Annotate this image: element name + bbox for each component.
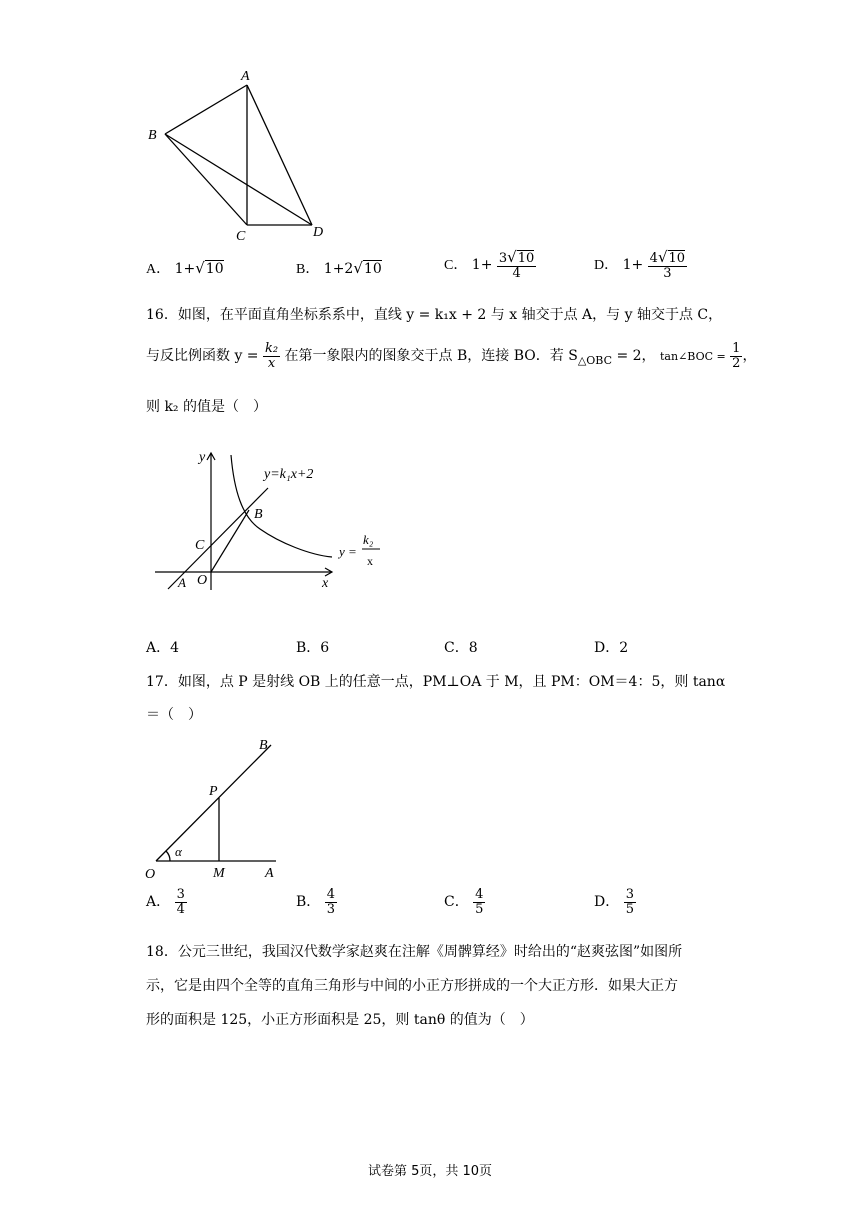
q16-label-a: A bbox=[178, 575, 186, 590]
q17-label-p: P bbox=[209, 784, 218, 799]
q16-label-b: B bbox=[254, 507, 263, 522]
q16-stem-line2: 与反比例函数 y = $\frac{\text{k₂}}{x}$ 在第一象限内的图象交于点 B，连接 BO．若 $S_{\triangle OBC} = 2$， tan∠BOC = $\frac{1}{2}$ ， bbox=[146, 341, 757, 371]
q16-label-y: y bbox=[199, 450, 206, 465]
q17-label-m: M bbox=[213, 866, 225, 881]
q15-option-c: C． 1+ $\frac{3√10}{4}$ bbox=[444, 248, 535, 281]
q16-curve-label: y = bbox=[339, 544, 357, 559]
q17-option-a: A． $\frac{3}{4}$ bbox=[146, 887, 185, 917]
q17-figure bbox=[140, 735, 290, 883]
q16-stem-line3: 则 k₂ 的值是（ ） bbox=[146, 399, 267, 415]
q16-figure bbox=[150, 445, 395, 595]
q16-option-b: B．6 bbox=[296, 640, 330, 656]
q16-option-d: D．2 bbox=[594, 640, 629, 656]
q18-stem-line1: 18．公元三世纪，我国汉代数学家赵爽在注解《周髀算经》时给出的“赵爽弦图”如图所 bbox=[146, 944, 683, 960]
page-footer: 试卷第 5页，共 10页 bbox=[367, 1164, 493, 1179]
q17-label-o: O bbox=[145, 867, 156, 882]
q15-label-c: C bbox=[236, 229, 246, 244]
q16-label-c: C bbox=[195, 538, 205, 553]
q17-option-c: C． $\frac{4}{5}$ bbox=[444, 887, 484, 917]
q15-option-d: D． 1+ $\frac{4√10}{3}$ bbox=[594, 248, 686, 281]
q17-label-alpha: α bbox=[175, 844, 182, 859]
q17-label-a: A bbox=[265, 866, 274, 881]
q18-stem-line3: 形的面积是 125，小正方形面积是 25，则 tanθ 的值为（ ） bbox=[146, 1012, 534, 1028]
q17-stem-line1: 17．如图，点 P 是射线 OB 上的任意一点，PM⊥OA 于 M，且 PM：OM＝4：5，则 tanα bbox=[146, 674, 726, 690]
q17-stem-line2: ＝（ ） bbox=[146, 707, 202, 723]
q16-line-label: y=k₁x+2 bbox=[264, 467, 314, 482]
q18-stem-line2: 示，它是由四个全等的直角三角形与中间的小正方形拼成的一个大正方形．如果大正方 bbox=[146, 978, 678, 994]
q16-option-a: A．4 bbox=[146, 640, 180, 656]
q15-option-b: B． 1+2√10 bbox=[296, 259, 382, 277]
q16-label-x: x bbox=[322, 576, 329, 591]
q16-curve-num: k₂ bbox=[363, 532, 374, 547]
q15-label-a: A bbox=[241, 69, 250, 84]
q17-option-d: D． $\frac{3}{5}$ bbox=[594, 887, 634, 917]
q16-label-o: O bbox=[197, 573, 208, 588]
q15-figure bbox=[140, 62, 340, 247]
q15-label-b: B bbox=[148, 128, 157, 143]
q16-option-c: C．8 bbox=[444, 640, 478, 656]
q16-stem-line1: 16．如图，在平面直角坐标系系中，直线 y = k₁x + 2 与 x 轴交于点 A，与 y 轴交于点 C， bbox=[146, 307, 723, 323]
q17-label-b: B bbox=[259, 738, 268, 753]
q15-option-a: A． 1+√10 bbox=[146, 259, 224, 277]
q15-label-d: D bbox=[313, 225, 324, 240]
q17-option-b: B． $\frac{4}{3}$ bbox=[296, 887, 336, 917]
q16-curve-den: x bbox=[367, 554, 373, 568]
